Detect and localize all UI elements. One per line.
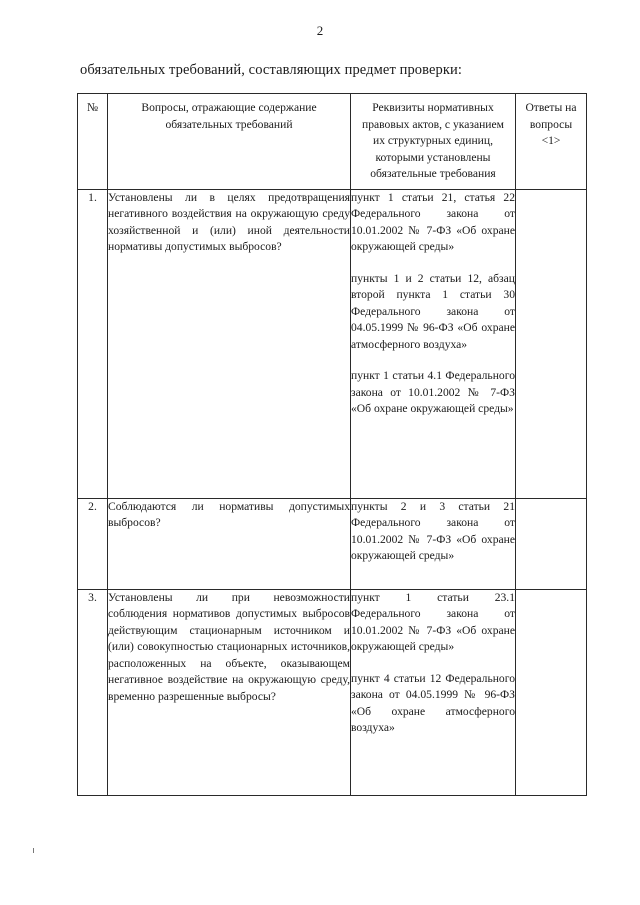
row-number: 2. <box>78 498 108 589</box>
header-answers: Ответы на вопросы <1> <box>516 94 587 190</box>
reference-item: пункт 1 статьи 4.1 Федерального закона от 10.01.2002 № 7-ФЗ «Об охране окружающей среды» <box>351 369 515 415</box>
header-requisites: Реквизиты нормативных правовых актов, с указанием их структурных единиц, которыми установлены обязательные требования <box>351 94 516 190</box>
row-references <box>351 189 516 498</box>
reference-item: пункты 1 и 2 статьи 12, абзац второй пункта 1 статьи 30 Федерального закона от 04.05.1999 № 96-ФЗ «Об охране атмосферного воздуха» <box>351 271 515 351</box>
table-row <box>78 498 587 589</box>
row-number: 1. <box>78 189 108 498</box>
reference-item: пункт 1 статьи 23.1 Федерального закона от 10.01.2002 № 7-ФЗ «Об охране окружающей среды» <box>351 590 515 653</box>
row-references <box>351 589 516 795</box>
table-row <box>78 189 587 498</box>
answer-cell[interactable] <box>516 498 587 589</box>
table-row <box>78 589 587 795</box>
scan-artifact <box>33 848 34 853</box>
row-references <box>351 498 516 589</box>
reference-item: пункт 1 статьи 21, статья 22 Федерального закона от 10.01.2002 № 7-ФЗ «Об охране окружающей среды» <box>351 190 515 253</box>
reference-item: пункты 2 и 3 статьи 21 Федерального закона от 10.01.2002 № 7-ФЗ «Об охране окружающей среды» <box>351 499 515 562</box>
header-number: № <box>78 94 108 190</box>
requirements-table <box>77 93 587 796</box>
answer-cell[interactable] <box>516 189 587 498</box>
row-number: 3. <box>78 589 108 795</box>
table-header-row <box>78 94 587 190</box>
answer-cell[interactable] <box>516 589 587 795</box>
row-question: Соблюдаются ли нормативы допустимых выбросов? <box>108 498 351 589</box>
header-question: Вопросы, отражающие содержание обязательных требований <box>108 94 351 190</box>
row-question: Установлены ли при невозможности соблюдения нормативов допустимых выбросов действующим стационарным источником и (или) совокупностью стационарных источников, расположенных на объекте, оказывающем негативное воздействие на окружающую среду, временно разрешенные выбросы? <box>108 589 351 795</box>
page-number: 2 <box>316 23 324 38</box>
reference-item: пункт 4 статьи 12 Федерального закона от 04.05.1999 № 96-ФЗ «Об охране атмосферного воздуха» <box>351 671 515 734</box>
row-question: Установлены ли в целях предотвращения негативного воздействия на окружающую среду хозяйственной и (или) иной деятельности нормативы допустимых выбросов? <box>108 189 351 498</box>
intro-text: обязательных требований, составляющих предмет проверки: <box>80 62 463 78</box>
